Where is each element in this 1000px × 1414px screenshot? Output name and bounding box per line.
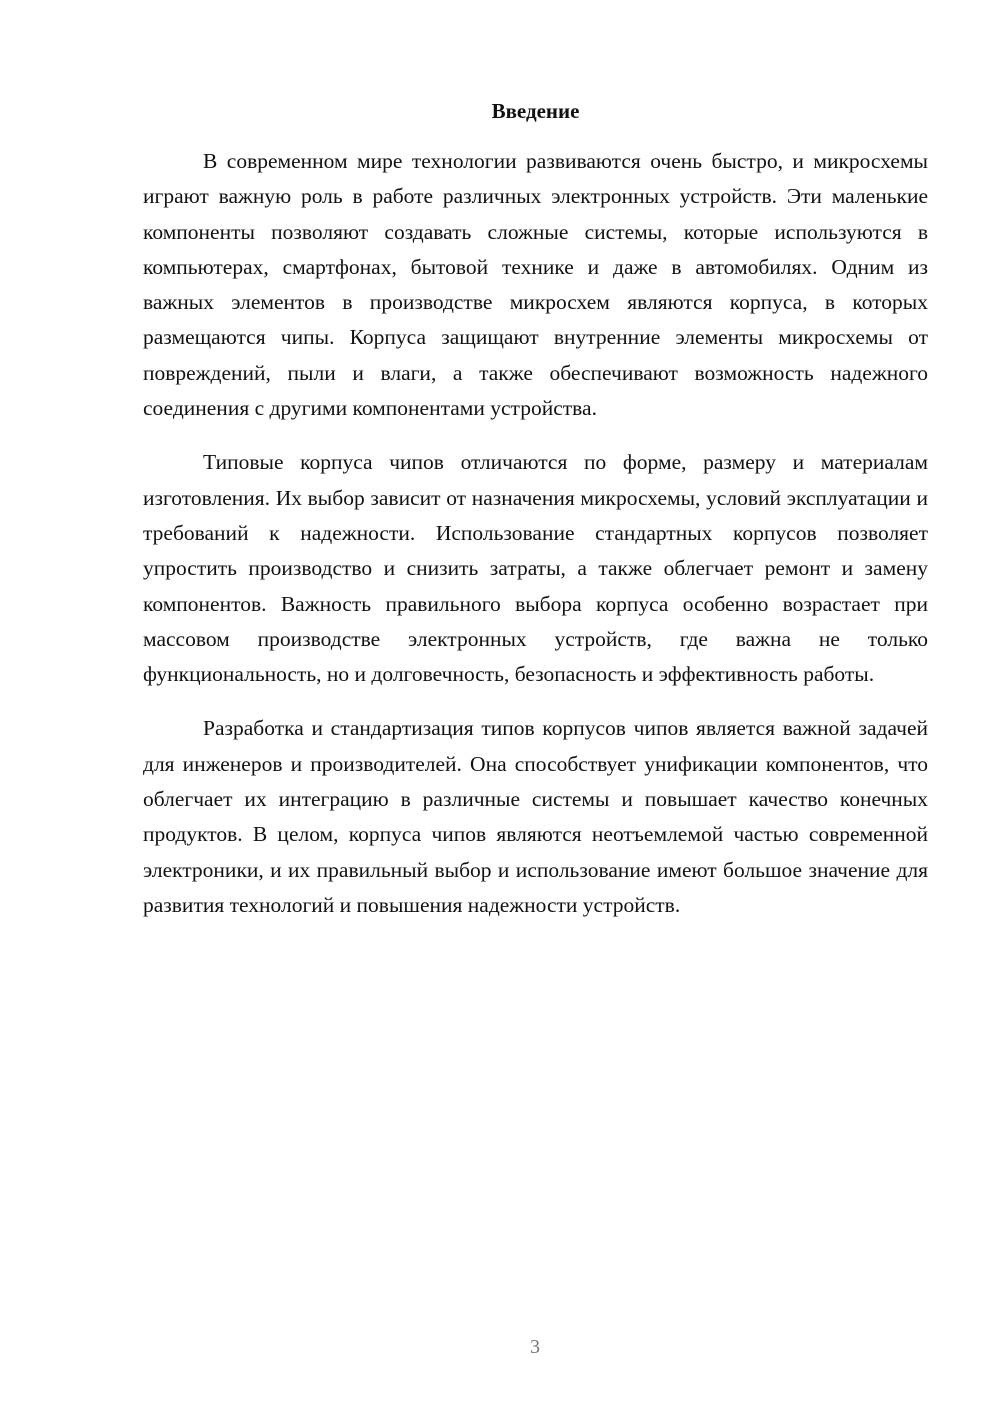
section-title: Введение — [491, 99, 580, 123]
page-number: 3 — [530, 1336, 540, 1358]
paragraph-1: В современном мире технологии развиваются очень быстро, и микросхемы играют важную роль в работе различных электронных устройств. Эти маленькие компоненты позволяют создавать сложные системы, которые используются в компьютерах, смартфонах, бытовой технике и даже в автомобилях. Одним из важных элементов в производстве микросхем являются корпуса, в которых размещаются чипы. Корпуса защищают внутренние элементы микросхемы от повреждений, пыли и влаги, а также обеспечивают возможность надежного соединения с другими компонентами устройства. — [143, 149, 928, 421]
body-text — [143, 144, 928, 942]
paragraph-2: Типовые корпуса чипов отличаются по форме, размеру и материалам изготовления. Их выбор зависит от назначения микросхемы, условий эксплуатации и требований к надежности. Использование стандартных корпусов позволяет упростить производство и снизить затраты, а также облегчает ремонт и замену компонентов. Важность правильного выбора корпуса особенно возрастает при массовом производстве электронных устройств, где важна не только функциональность, но и долговечность, безопасность и эффективность работы. — [143, 450, 928, 687]
paragraph-3: Разработка и стандартизация типов корпусов чипов является важной задачей для инженеров и производителей. Она способствует унификации компонентов, что облегчает их интеграцию в различные системы и повышает качество конечных продуктов. В целом, корпуса чипов являются неотъемлемой частью современной электроники, и их правильный выбор и использование имеют большое значение для развития технологий и повышения надежности устройств. — [143, 716, 928, 917]
